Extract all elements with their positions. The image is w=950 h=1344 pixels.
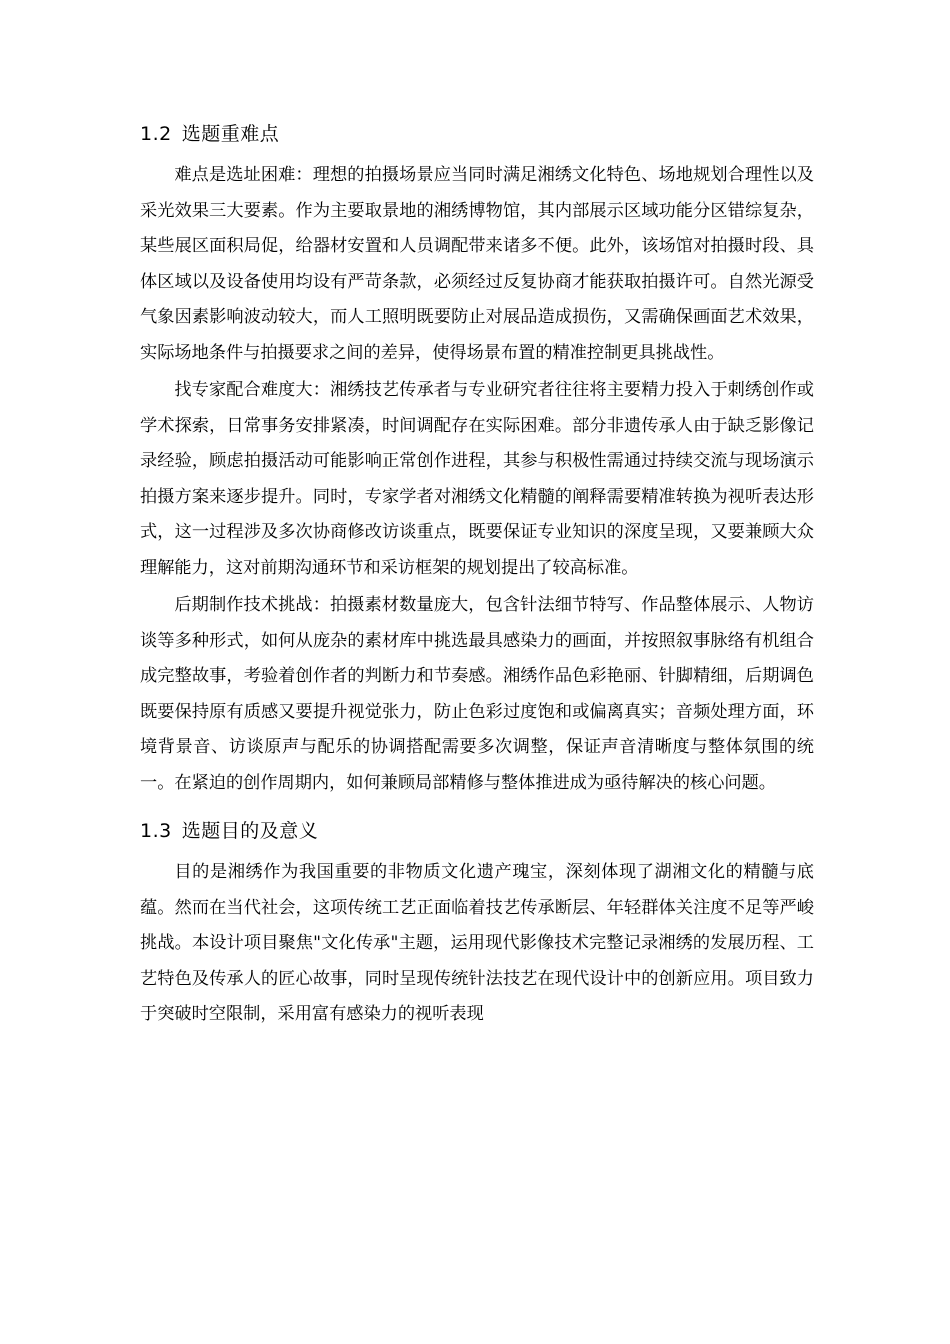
paragraph-site-difficulty: 难点是选址困难：理想的拍摄场景应当同时满足湘绣文化特色、场地规划合理性以及采光效果三大要素。作为主要取景地的湘绣博物馆，其内部展示区域功能分区错综复杂，某些展区面积局促，给器材安置和人员调配带来诸多不便。此外，该场馆对拍摄时段、具体区域以及设备使用均设有严苛条款，必须经过反复协商才能获取拍摄许可。自然光源受气象因素影响波动较大，而人工照明既要防止对展品造成损伤，又需确保画面艺术效果，实际场地条件与拍摄要求之间的差异，使得场景布置的精准控制更具挑战性。 [140, 165, 814, 363]
paragraph-postproduction-difficulty: 后期制作技术挑战：拍摄素材数量庞大，包含针法细节特写、作品整体展示、人物访谈等多种形式，如何从庞杂的素材库中挑选最具感染力的画面，并按照叙事脉络有机组合成完整故事，考验着创作者的判断力和节奏感。湘绣作品色彩艳丽、针脚精细，后期调色既要保持原有质感又要提升视觉张力，防止色彩过度饱和或偏离真实；音频处理方面，环境背景音、访谈原声与配乐的协调搭配需要多次调整，保证声音清晰度与整体氛围的统一。在紧迫的创作周期内，如何兼顾局部精修与整体推进成为亟待解决的核心问题。 [140, 595, 814, 793]
section-heading-1-2 [140, 120, 814, 148]
section-heading-1-3 [140, 817, 814, 845]
section-number: 1.3 [140, 820, 172, 842]
paragraph-purpose: 目的是湘绣作为我国重要的非物质文化遗产瑰宝，深刻体现了湖湘文化的精髓与底蕴。然而在当代社会，这项传统工艺正面临着技艺传承断层、年轻群体关注度不足等严峻挑战。本设计项目聚焦"文化传承"主题，运用现代影像技术完整记录湘绣的发展历程、工艺特色及传承人的匠心故事，同时呈现传统针法技艺在现代设计中的创新应用。项目致力于突破时空限制，采用富有感染力的视听表现 [140, 862, 814, 1024]
paragraph-expert-difficulty: 找专家配合难度大：湘绣技艺传承者与专业研究者往往将主要精力投入于刺绣创作或学术探索，日常事务安排紧凑，时间调配存在实际困难。部分非遗传承人由于缺乏影像记录经验，顾虑拍摄活动可能影响正常创作进程，其参与积极性需通过持续交流与现场演示拍摄方案来逐步提升。同时，专家学者对湘绣文化精髓的阐释需要精准转换为视听表达形式，这一过程涉及多次协商修改访谈重点，既要保证专业知识的深度呈现，又要兼顾大众理解能力，这对前期沟通环节和采访框架的规划提出了较高标准。 [140, 380, 814, 578]
section-title: 选题目的及意义 [181, 820, 319, 842]
section-title: 选题重难点 [181, 123, 280, 145]
document-page [140, 120, 814, 1035]
section-number: 1.2 [140, 123, 172, 145]
